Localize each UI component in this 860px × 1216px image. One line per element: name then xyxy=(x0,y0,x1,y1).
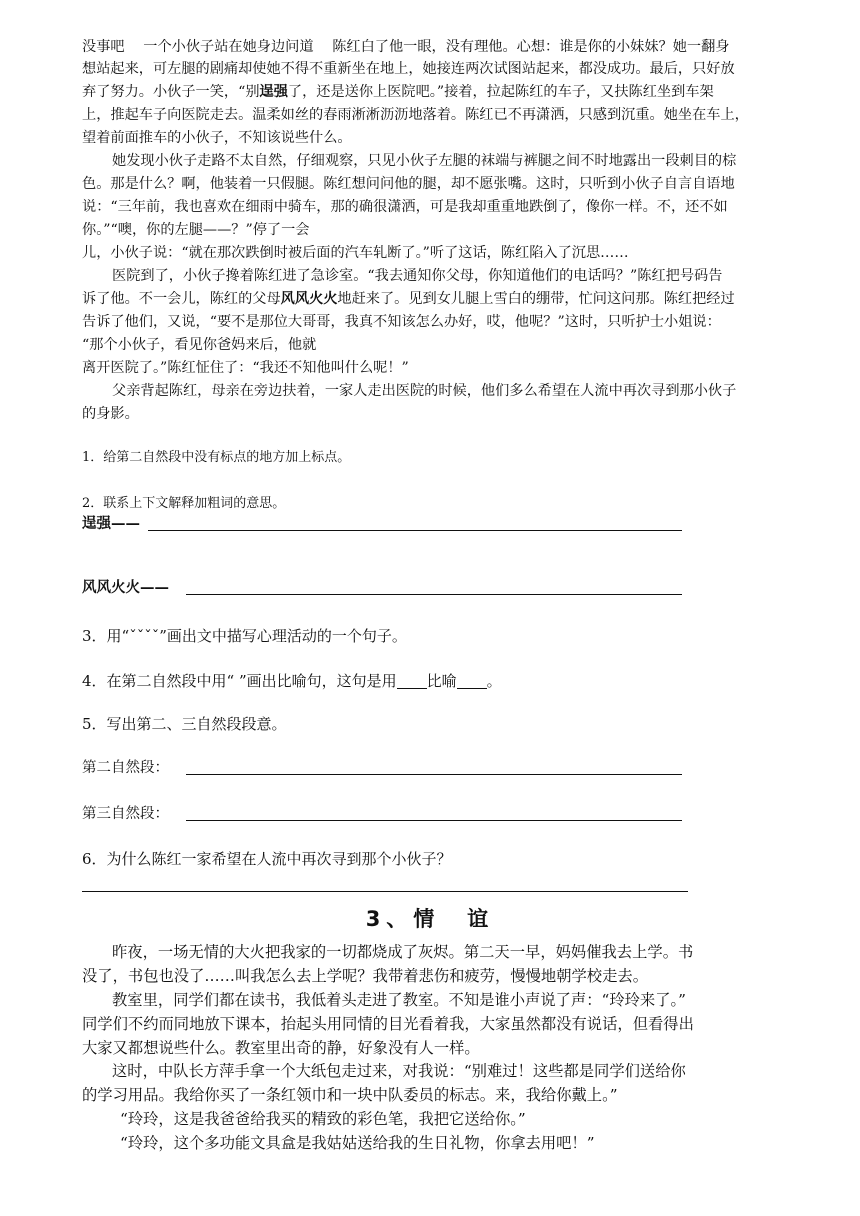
bold-word-fengfenghuohuo: 风风火火 xyxy=(280,291,338,307)
s3-p1-line-2: 没了，书包也没了……叫我怎么去上学呢？我带着悲伤和疲劳，慢慢地朝学校走去。 xyxy=(82,967,648,985)
answer-line-fengfenghuohuo[interactable] xyxy=(186,594,682,595)
question-2: 2．联系上下文解释加粗词的意思。 xyxy=(82,496,286,511)
p1-line-5: 望着前面推车的小伙子，不知该说些什么。 xyxy=(82,130,352,146)
question-1: 1．给第二自然段中没有标点的地方加上标点。 xyxy=(82,450,351,465)
p3-line-2-a: 诉了他。不一会儿，陈红的父母 xyxy=(82,291,281,307)
p3-line-2 xyxy=(82,288,782,310)
s3-p5: “玲玲，这个多功能文具盒是我姑姑送给我的生日礼物，你拿去用吧！” xyxy=(120,1134,595,1152)
p2-line-1: 她发现小伙子走路不太自然，仔细观察，只见小伙子左腿的袜端与裤腿之间不时地露出一段刺目的棕 xyxy=(112,153,737,169)
answer-row-paragraph-2 xyxy=(82,755,682,781)
answer-line-paragraph-3[interactable] xyxy=(186,820,682,821)
p1-line-1: 没事吧 一个小伙子站在她身边问道 陈红白了他一眼，没有理他。心想：谁是你的小妹妹？她一翻身 xyxy=(82,39,730,55)
question-3: 3．用“ˇˇˇˇ”画出文中描写心理活动的一个句子。 xyxy=(82,627,407,645)
question-4-text-a: 4．在第二自然段中用“ ”画出比喻句，这句是用 xyxy=(82,672,397,690)
bold-word-chengqiang: 逞强 xyxy=(259,84,288,100)
s3-p2-line-3: 大家又都想说些什么。教室里出奇的静，好象没有人一样。 xyxy=(82,1039,480,1057)
answer-row-chengqiang xyxy=(82,511,682,537)
p3-line-3: 告诉了他们，又说，“要不是那位大哥哥，我真不知该怎么办好，哎，他呢？”这时，只听护士小姐说： xyxy=(82,314,721,330)
s3-p1-line-1: 昨夜，一场无情的大火把我家的一切都烧成了灰烬。第二天一早，妈妈催我去上学。书 xyxy=(112,943,694,961)
answer-label-chengqiang: 逞强—— xyxy=(82,515,140,532)
answer-line-paragraph-2[interactable] xyxy=(186,774,682,775)
p2-line-5: 儿，小伙子说：“就在那次跌倒时被后面的汽车轧断了。”听了这话，陈红陷入了沉思…… xyxy=(82,245,629,261)
s3-p2-line-1: 教室里，同学们都在读书，我低着头走进了教室。不知是谁小声说了声：“玲玲来了。” xyxy=(112,991,686,1009)
p2-line-3: 说：“三年前，我也喜欢在细雨中骑车，那的确很潇洒，可是我却重重地跌倒了，像你一样。不，还不如 xyxy=(82,199,728,215)
section-title: 3、情 谊 xyxy=(365,907,495,931)
s3-p3-line-1: 这时，中队长方萍手拿一个大纸包走过来，对我说：“别难过！这些都是同学们送给你 xyxy=(112,1062,686,1080)
question-5: 5．写出第二、三自然段段意。 xyxy=(82,715,287,733)
answer-label-paragraph-3: 第三自然段： xyxy=(82,806,169,822)
p3-line-5: 离开医院了。”陈红怔住了：“我还不知他叫什么呢！” xyxy=(82,360,409,376)
question-4-blank-2[interactable] xyxy=(457,672,487,689)
s3-p4: “玲玲，这是我爸爸给我买的精致的彩色笔，我把它送给你。” xyxy=(120,1110,526,1128)
answer-row-paragraph-3 xyxy=(82,801,682,827)
question-4-blank-1[interactable] xyxy=(397,672,427,689)
p2-line-2: 色。那是什么？啊，他装着一只假腿。陈红想问问他的腿，却不愿张嘴。这时，只听到小伙子自言自语地 xyxy=(82,176,735,192)
p4-line-2: 的身影。 xyxy=(82,406,139,422)
answer-line-chengqiang[interactable] xyxy=(148,530,682,531)
p3-line-2-c: 地赶来了。见到女儿腿上雪白的绷带，忙问这问那。陈红把经过 xyxy=(337,291,735,307)
s3-p3-line-2: 的学习用品。我给你买了一条红领巾和一块中队委员的标志。来，我给你戴上。” xyxy=(82,1086,618,1104)
p1-line-3 xyxy=(82,81,782,103)
answer-line-question-6[interactable] xyxy=(82,891,688,892)
p3-line-4: “那个小伙子，看见你爸妈来后，他就 xyxy=(82,337,317,353)
p1-line-2: 想站起来，可左腿的剧痛却使她不得不重新坐在地上，她接连两次试图站起来，都没成功。最后，只好放 xyxy=(82,61,735,77)
question-4-text-b: 比喻 xyxy=(426,672,457,690)
question-4-text-c: 。 xyxy=(486,672,502,690)
answer-label-fengfenghuohuo: 风风火火—— xyxy=(82,579,169,596)
p1-line-4: 上，推起车子向医院走去。温柔如丝的春雨淅淅沥沥地落着。陈红已不再潇洒，只感到沉重。她坐在车上， xyxy=(82,107,749,123)
p2-line-4: 你。”“噢，你的左腿——？”停了一会 xyxy=(82,222,310,238)
question-6: 6．为什么陈红一家希望在人流中再次寻到那个小伙子？ xyxy=(82,850,452,868)
question-4 xyxy=(82,671,702,691)
p1-line-3-c: 了，还是送你上医院吧。”接着，拉起陈红的车子，又扶陈红坐到车架 xyxy=(287,84,714,100)
answer-label-paragraph-2: 第二自然段： xyxy=(82,760,169,776)
answer-row-fengfenghuohuo xyxy=(82,575,682,601)
p4-line-1: 父亲背起陈红，母亲在旁边扶着，一家人走出医院的时候，他们多么希望在人流中再次寻到那小伙子 xyxy=(112,383,737,399)
p3-line-1: 医院到了，小伙子搀着陈红进了急诊室。“我去通知你父母，你知道他们的电话吗？”陈红把号码告 xyxy=(112,268,723,284)
p1-line-3-a: 弃了努力。小伙子一笑，“别 xyxy=(82,84,260,100)
s3-p2-line-2: 同学们不约而同地放下课本，抬起头用同情的目光看着我，大家虽然都没有说话，但看得出 xyxy=(82,1015,694,1033)
